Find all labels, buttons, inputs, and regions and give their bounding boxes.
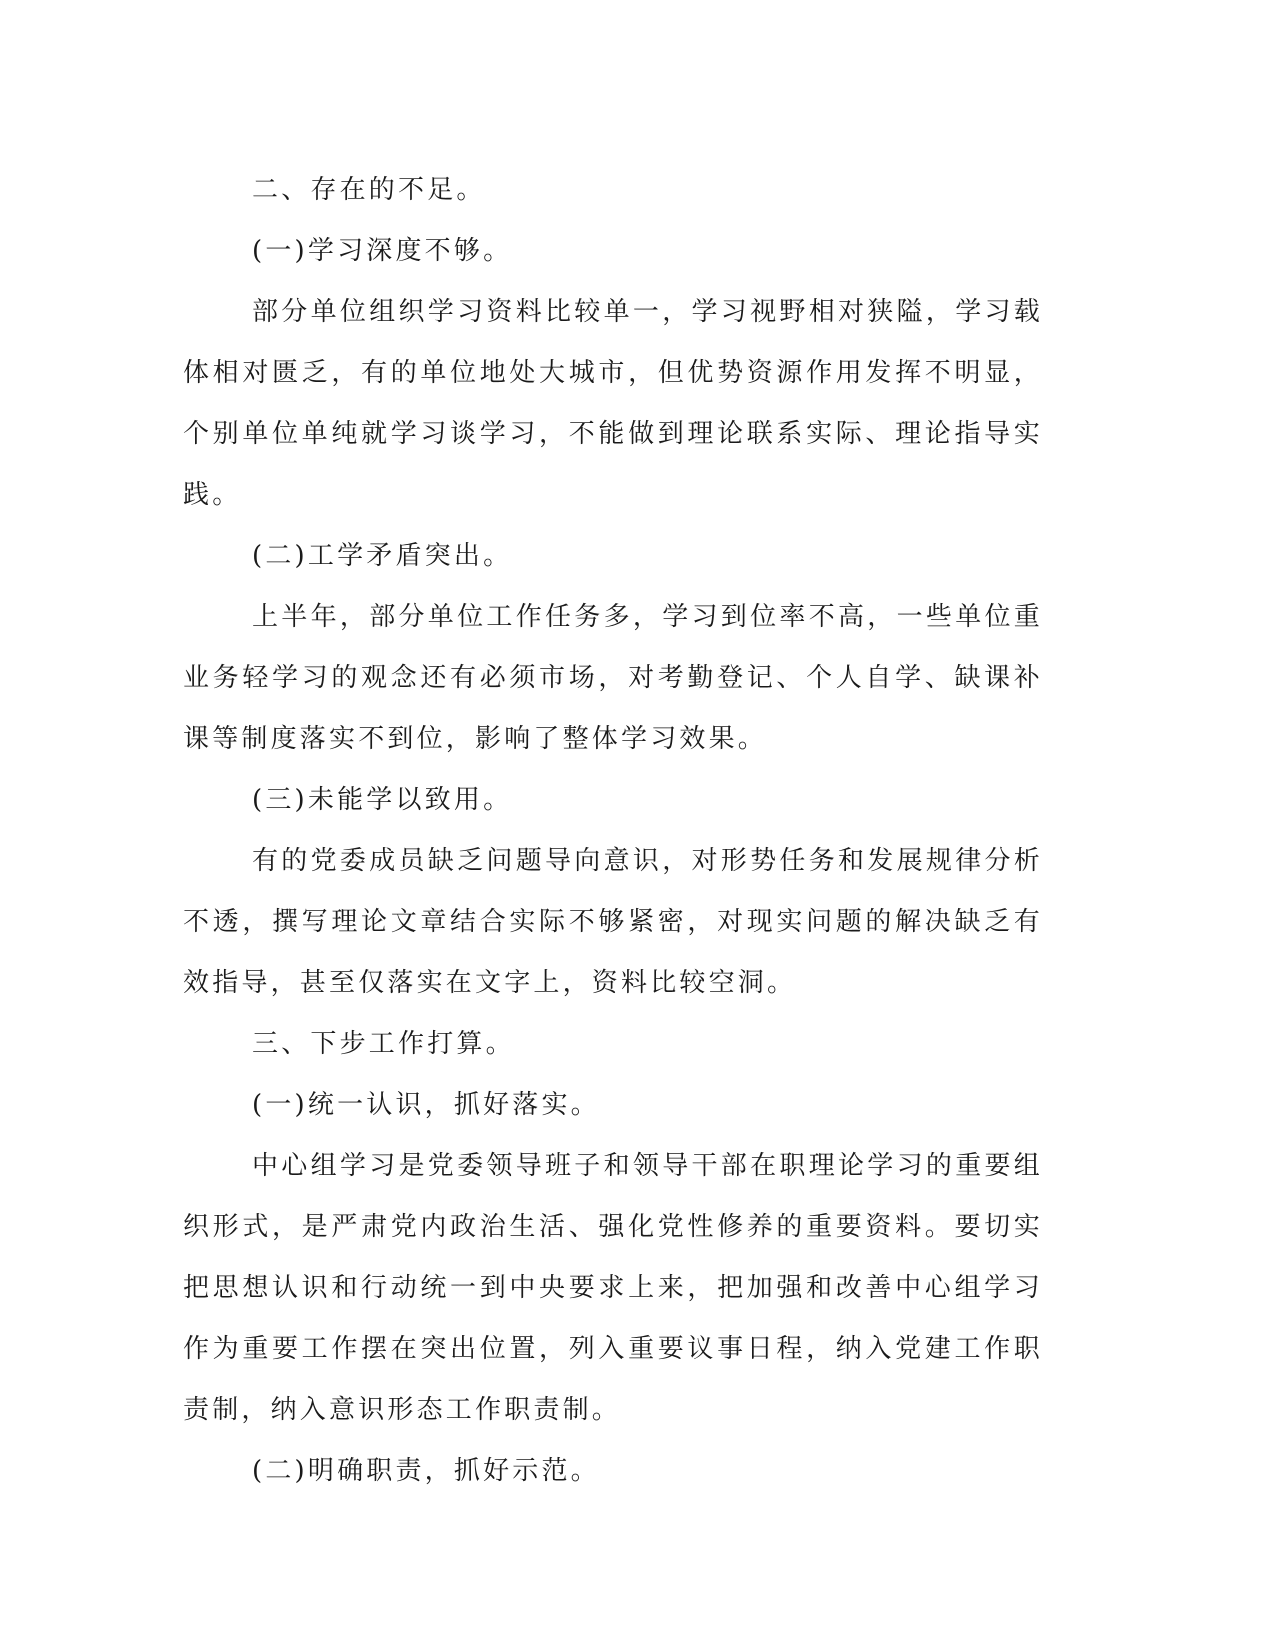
subheading-clarify-duties: (二)明确职责，抓好示范。 — [252, 1456, 600, 1486]
body-paragraph: 中心组学习是党委领导班子和领导干部在职理论学习的重要组织形式，是严肃党内政治生活、强化党性修养的重要资料。要切实把思想认识和行动统一到中央要求上来，把加强和改善中心组学习作为重要工作摆在突出位置，列入重要议事日程，纳入党建工作职责制，纳入意识形态工作职责制。 — [183, 1151, 1043, 1425]
subheading-study-depth: (一)学习深度不够。 — [252, 236, 513, 266]
subheading-work-study-conflict: (二)工学矛盾突出。 — [252, 541, 513, 571]
body-paragraph: 上半年，部分单位工作任务多，学习到位率不高，一些单位重业务轻学习的观念还有必须市场，对考勤登记、个人自学、缺课补课等制度落实不到位，影响了整体学习效果。 — [183, 602, 1043, 754]
body-paragraph: 有的党委成员缺乏问题导向意识，对形势任务和发展规律分析不透，撰写理论文章结合实际不够紧密，对现实问题的解决缺乏有效指导，甚至仅落实在文字上，资料比较空洞。 — [183, 846, 1043, 998]
section-heading-shortcomings: 二、存在的不足。 — [252, 175, 486, 205]
subheading-unify-understanding: (一)统一认识，抓好落实。 — [252, 1090, 600, 1120]
section-heading-next-steps: 三、下步工作打算。 — [252, 1029, 515, 1059]
subheading-not-applied: (三)未能学以致用。 — [252, 785, 513, 815]
document-body — [183, 160, 1043, 1502]
body-paragraph: 部分单位组织学习资料比较单一，学习视野相对狭隘，学习载体相对匮乏，有的单位地处大城市，但优势资源作用发挥不明显，个别单位单纯就学习谈学习，不能做到理论联系实际、理论指导实践。 — [183, 297, 1043, 510]
